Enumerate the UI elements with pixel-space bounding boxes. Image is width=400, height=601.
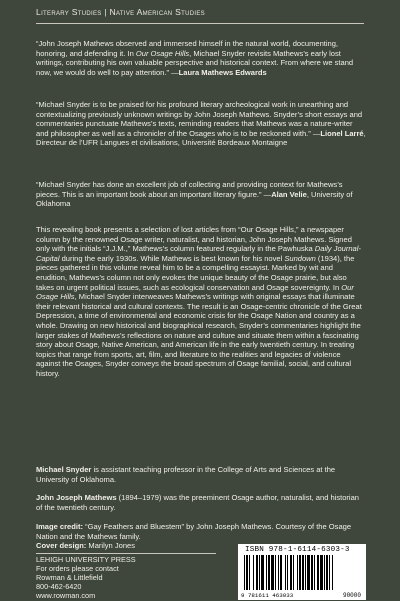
barcode-bars-icon	[244, 555, 362, 591]
blurb-author: Laura Mathews Edwards	[178, 67, 267, 77]
newspaper-title-italic: Daily Journal-Capital	[36, 244, 361, 263]
blurb-text-continued: , Michael Snyder revisits Mathews’s early lost writings, contributing his own valuable perspective and historical context. From where we stand now, we would do well to pay attention.” —	[36, 48, 354, 77]
blurb-affiliation: , University of Oklahoma	[36, 189, 353, 209]
bio-text: is assistant teaching professor in the College of Arts and Sciences at the University of Oklahoma.	[36, 465, 336, 484]
blurb-author: Lionel Larré	[320, 128, 364, 138]
description-text: during the early 1930s. While Mathews is best known for his novel	[59, 253, 285, 263]
category-separator: |	[101, 7, 110, 17]
distributor-name: Rowman & Littlefield	[36, 572, 103, 582]
image-credit	[36, 522, 366, 541]
book-description	[36, 225, 366, 379]
price-code: 90000	[342, 592, 361, 599]
image-credit-text: “Gay Feathers and Bluestem” by John Joseph Mathews. Courtesy of the Osage Nation and the Mathews family.	[36, 522, 352, 541]
category-literary-studies: Literary Studies	[36, 7, 102, 17]
blurb-velie	[36, 180, 366, 209]
blurb-text: “John Joseph Mathews observed and immersed himself in the natural world, documenting, honoring, and defending it. In	[36, 39, 339, 58]
description-text: (1934), the pieces gathered in this volume reveal him to be a compelling essayist. Marked by wit and erudition, Mathews’s column not only evokes the unique beauty of the Osage prairie, but also takes on urgent political issues, such as ecological conservation and Osage sovereignty. In	[36, 253, 355, 292]
image-credit-label: Image credit:	[36, 522, 83, 531]
blurb-edwards	[36, 39, 366, 77]
blurb-author: Alan Velie	[271, 189, 307, 199]
category-label	[36, 7, 205, 17]
blurb-affiliation: , Directeur de l’UFR Langues et civilisations, Université Bordeaux Montaigne	[36, 128, 366, 148]
phone-number: 800-462-6420	[36, 581, 82, 591]
blurb-text: “Michael Snyder is to be praised for his profound literary archeological work in unearthing and contextualizing previously unknown writings by John Joseph Mathews. Snyder’s short essays and commentaries punctuate Mathews’s texts, reminding readers that Mathews was a nature-writer and philosopher as well as a chronicler of the Osages who is to be reckoned with.” —	[36, 100, 363, 138]
bio-name: Michael Snyder	[36, 465, 92, 474]
isbn-barcode	[238, 544, 366, 600]
book-title-italic: Our Osage Hills	[36, 282, 354, 302]
publisher-name: LEHIGH UNIVERSITY PRESS	[36, 555, 136, 564]
publisher-divider	[36, 553, 216, 554]
isbn-text: ISBN 978-1-6114-6303-3	[245, 546, 350, 554]
bio-snyder	[36, 465, 366, 484]
bio-name: John Joseph Mathews	[36, 493, 117, 502]
barcode-digits: 9 781611 463033	[241, 592, 294, 599]
blurb-larre	[36, 100, 366, 148]
top-divider	[36, 23, 364, 24]
description-text: This revealing book presents a selection of lost articles from “Our Osage Hills,” a newspaper column by the renowned Osage writer, naturalist, and historian, John Joseph Mathews. Signed only with the initials “J.J.M.,” Mathews’s column featured regularly in the Pawhuska	[36, 225, 352, 254]
blurb-text: “Michael Snyder has done an excellent job of collecting and providing context for Mathews’s pieces. This is an important book about an important literary figure.” —	[36, 180, 343, 199]
bio-mathews	[36, 493, 366, 512]
book-title-italic: Our Osage Hills	[135, 48, 190, 58]
bio-text: (1894–1979) was the preeminent Osage author, naturalist, and historian of the twentieth century.	[36, 493, 360, 512]
cover-design-label: Cover design:	[36, 541, 87, 551]
novel-title-italic: Sundown	[284, 253, 316, 263]
orders-line: For orders please contact	[36, 563, 119, 573]
cover-design-text: Marilyn Jones	[86, 541, 135, 551]
category-native-american-studies: Native American Studies	[109, 7, 205, 17]
website-link[interactable]: www.rowman.com	[36, 590, 96, 600]
description-text: , Michael Snyder interweaves Mathews’s writings with original essays that illuminate their relevant historical and cultural contexts. The result is an Osage-centric chronicle of the Great Depression, a time of environmental and economic crisis for the Osage Nation and country as a whole. Drawing on new historical and biographical research, Snyder’s commentaries highlight the larger stakes of Mathews’s reflections on nature and culture and situate them within a fascinating story about Osage, Native American, and American life in the early twentieth century. In treating topics that range from sports, art, film, and literature to the realities and legacies of violence against the Osages, Snyder conveys the broad spectrum of Osage familial, social, and cultural history.	[36, 292, 362, 378]
publisher-info	[36, 556, 216, 601]
